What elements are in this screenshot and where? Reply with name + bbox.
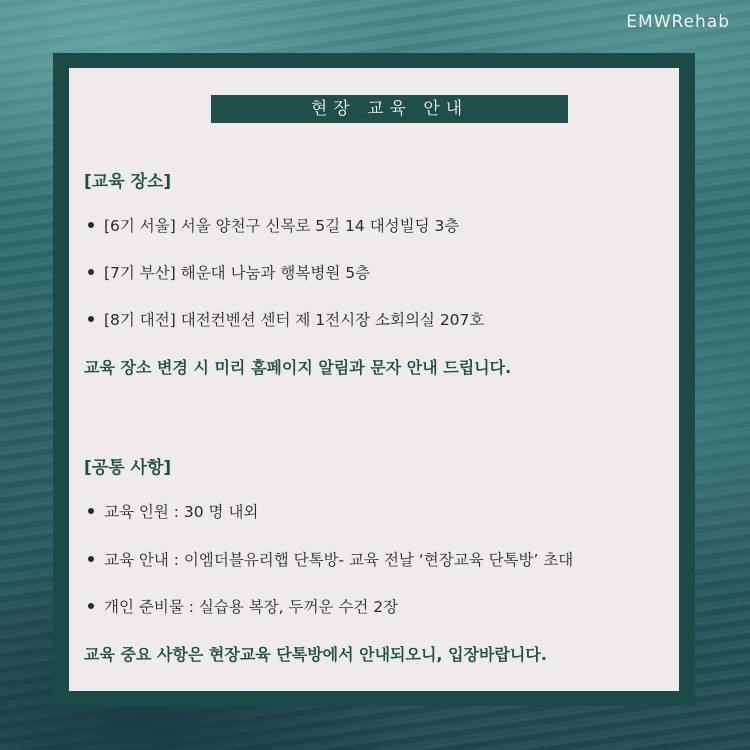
common-item — [88, 548, 573, 570]
bullet-icon — [88, 556, 94, 562]
notice-frame — [53, 53, 695, 706]
brand-logo-text: EMWRehab — [626, 12, 730, 32]
notice-card — [69, 68, 679, 691]
bullet-icon — [88, 508, 94, 514]
location-item-text: [6기 서울] 서울 양천구 신목로 5길 14 대성빌딩 3층 — [104, 217, 460, 235]
location-item-text: [8기 대전] 대전컨벤션 센터 제 1전시장 소회의실 207호 — [104, 311, 485, 329]
location-notice: 교육 장소 변경 시 미리 홈페이지 알림과 문자 안내 드립니다. — [84, 358, 512, 377]
bullet-icon — [88, 269, 94, 275]
page-title: 현장 교육 안내 — [211, 95, 568, 123]
location-item — [88, 308, 484, 330]
common-item-text: 개인 준비물 : 실습용 복장, 두꺼운 수건 2장 — [104, 598, 399, 616]
location-item-text: [7기 부산] 해운대 나눔과 행복병원 5층 — [104, 264, 371, 282]
bullet-icon — [88, 603, 94, 609]
common-item — [88, 500, 258, 522]
common-item — [88, 595, 398, 617]
location-item — [88, 214, 459, 236]
common-heading: [공통 사항] — [84, 458, 172, 478]
location-item — [88, 261, 370, 283]
common-item-text: 교육 안내 : 이엠더블유리햅 단톡방- 교육 전날 ‘현장교육 단톡방’ 초대 — [104, 551, 574, 569]
location-heading: [교육 장소] — [84, 172, 172, 192]
bullet-icon — [88, 222, 94, 228]
common-item-text: 교육 인원 : 30 명 내외 — [104, 503, 259, 521]
bullet-icon — [88, 316, 94, 322]
common-notice: 교육 중요 사항은 현장교육 단톡방에서 안내되오니, 입장바랍니다. — [84, 645, 547, 664]
